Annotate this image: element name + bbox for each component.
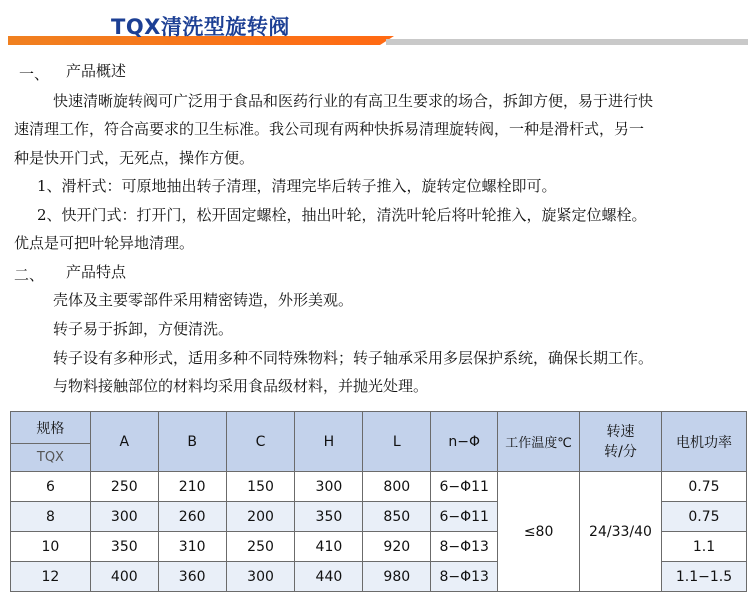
header-col-a: A (90, 412, 158, 472)
feature-line: 转子设有多种形式，适用多种不同特殊物料；转子轴承采用多层保护系统，确保长期工作。 (53, 349, 654, 367)
cell-a: 350 (90, 532, 158, 562)
section-1-heading: 产品概述 (66, 62, 127, 80)
header-model: 规格 (11, 412, 91, 444)
cell-b: 260 (158, 502, 226, 532)
section-1-item-quick-door: 2、快开门式：打开门，松开固定螺栓，抽出叶轮，清洗叶轮后将叶轮推入，旋紧定位螺栓。 (37, 206, 647, 224)
cell-h: 410 (295, 532, 363, 562)
cell-l: 850 (363, 502, 431, 532)
title-banner (8, 8, 748, 46)
cell-c: 200 (226, 502, 295, 532)
cell-l: 980 (363, 562, 431, 592)
cell-holes: 8−Φ13 (431, 562, 498, 592)
header-model-sub: TQX (11, 444, 91, 472)
section-1-paragraph-line: 种是快开门式，无死点，操作方便。 (14, 149, 255, 167)
section-1-paragraph-line: 速清理工作，符合高要求的卫生标准。我公司现有两种快拆易清理旋转阀，一种是滑杆式，另一 (14, 120, 645, 138)
cell-speed: 24/33/40 (580, 472, 662, 592)
cell-holes: 8−Φ13 (431, 532, 498, 562)
cell-motor-power: 0.75 (661, 472, 746, 502)
cell-a: 250 (90, 472, 158, 502)
cell-b: 360 (158, 562, 226, 592)
cell-c: 150 (226, 472, 295, 502)
section-1-paragraph-line: 优点是可把叶轮异地清理。 (14, 234, 195, 252)
cell-b: 210 (158, 472, 226, 502)
cell-model: 8 (11, 502, 91, 532)
cell-c: 250 (226, 532, 295, 562)
table-row (11, 472, 747, 502)
section-2-number: 二、 (14, 266, 45, 284)
cell-holes: 6−Φ11 (431, 502, 498, 532)
header-col-h: H (295, 412, 363, 472)
spec-table (10, 411, 747, 592)
cell-h: 350 (295, 502, 363, 532)
cell-h: 440 (295, 562, 363, 592)
cell-motor-power: 0.75 (661, 502, 746, 532)
header-col-motor-power: 电机功率 (661, 412, 746, 472)
feature-line: 壳体及主要零部件采用精密铸造，外形美观。 (53, 291, 354, 309)
section-1-paragraph-line: 快速清晰旋转阀可广泛用于食品和医药行业的有高卫生要求的场合，拆卸方便，易于进行快 (53, 92, 654, 110)
cell-h: 300 (295, 472, 363, 502)
header-col-c: C (226, 412, 295, 472)
header-col-b: B (158, 412, 226, 472)
header-col-speed: 转速 转/分 (580, 412, 662, 472)
cell-motor-power: 1.1 (661, 532, 746, 562)
header-col-temperature: 工作温度℃ (498, 412, 580, 472)
cell-c: 300 (226, 562, 295, 592)
page-title: TQX清洗型旋转阀 (111, 15, 290, 39)
section-1-item-slide-rod: 1、滑杆式：可原地抽出转子清理，清理完毕后转子推入，旋转定位螺栓即可。 (37, 177, 557, 195)
cell-l: 920 (363, 532, 431, 562)
cell-motor-power: 1.1−1.5 (661, 562, 746, 592)
cell-b: 310 (158, 532, 226, 562)
section-2-heading: 产品特点 (66, 263, 127, 281)
cell-model: 12 (11, 562, 91, 592)
cell-a: 300 (90, 502, 158, 532)
header-col-l: L (363, 412, 431, 472)
feature-line: 与物料接触部位的材料均采用食品级材料，并抛光处理。 (53, 377, 429, 395)
cell-model: 6 (11, 472, 91, 502)
cell-l: 800 (363, 472, 431, 502)
cell-a: 400 (90, 562, 158, 592)
feature-line: 转子易于拆卸，方便清洗。 (53, 320, 234, 338)
cell-temperature: ≤80 (498, 472, 580, 592)
section-1-number: 一、 (19, 65, 50, 83)
cell-holes: 6−Φ11 (431, 472, 498, 502)
header-col-holes: n−Φ (431, 412, 498, 472)
cell-model: 10 (11, 532, 91, 562)
banner-divider (386, 39, 748, 45)
